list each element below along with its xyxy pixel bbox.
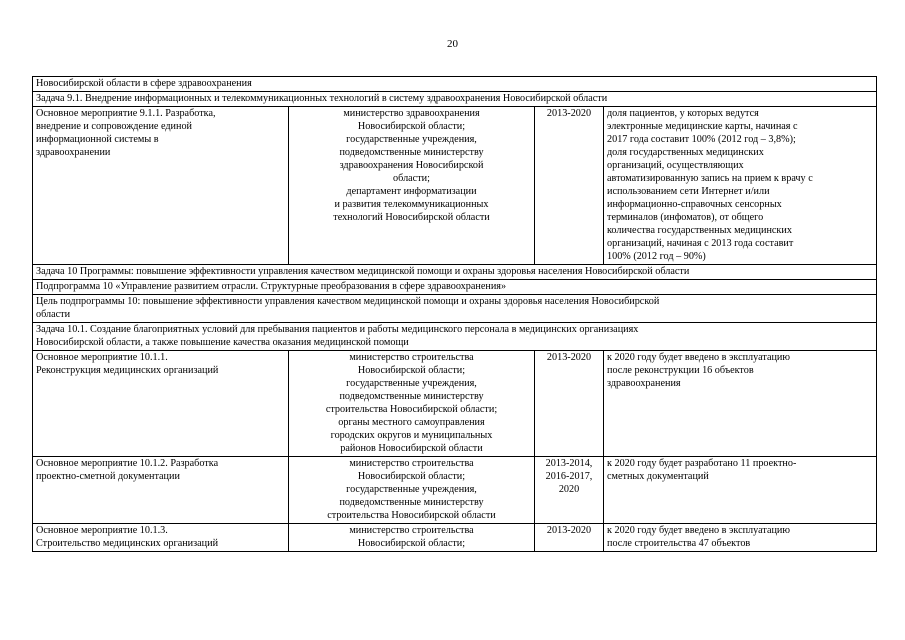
text-line: внедрение и сопровождение единой (36, 121, 192, 132)
measure-name-cell (33, 457, 289, 524)
program-measures-table (32, 76, 877, 552)
text-line: Новосибирской области; (357, 538, 466, 549)
text-line: после строительства 47 объектов (607, 538, 751, 549)
text-line: Новосибирской области, а также повышение качества оказания медицинской помощи (36, 337, 409, 348)
text-line: 2016-2017, (545, 471, 593, 482)
measure-name-cell (33, 107, 289, 265)
result-cell (604, 457, 877, 524)
text-line: государственные учреждения, (346, 378, 477, 389)
measure-name-cell (33, 524, 289, 552)
measure-9-1-1-row (33, 107, 877, 265)
goal-continuation-cell: Новосибирской области в сфере здравоохранения (33, 77, 877, 92)
period-cell (535, 351, 604, 457)
text-line: электронные медицинские карты, начиная с (607, 121, 798, 132)
measure-10-1-2-row (33, 457, 877, 524)
text-line: Строительство медицинских организаций (36, 538, 219, 549)
text-line: 100% (2012 год – 90%) (607, 251, 706, 262)
result-cell (604, 351, 877, 457)
text-line: органы местного самоуправления (338, 417, 485, 428)
text-line: подведомственные министерству (339, 497, 484, 508)
text-line: 2020 (558, 484, 580, 495)
text-line: 2013-2020 (546, 108, 592, 119)
result-cell (604, 524, 877, 552)
executor-cell (289, 457, 535, 524)
result-cell (604, 107, 877, 265)
text-line: городских округов и муниципальных (330, 430, 493, 441)
period-cell (535, 524, 604, 552)
text-line: организаций, осуществляющих (607, 160, 744, 171)
measure-name-cell (33, 351, 289, 457)
subprogram-10-row (33, 280, 877, 295)
text-line: государственные учреждения, (346, 484, 477, 495)
executor-cell (289, 351, 535, 457)
text-line: здравоохранении (36, 147, 111, 158)
task-9-1-row (33, 92, 877, 107)
text-line: Основное мероприятие 10.1.3. (36, 525, 168, 536)
text-line: 2013-2014, (545, 458, 593, 469)
text-line: доля пациентов, у которых ведутся (607, 108, 759, 119)
text-line: здравоохранения (607, 378, 681, 389)
text-line: подведомственные министерству (339, 147, 484, 158)
text-line: Основное мероприятие 10.1.2. Разработка (36, 458, 219, 469)
text-line: терминалов (инфоматов), от общего (607, 212, 764, 223)
text-line: Основное мероприятие 10.1.1. (36, 352, 168, 363)
text-line: использованием сети Интернет и/или (607, 186, 770, 197)
text-line: департамент информатизации (346, 186, 477, 197)
text-line: к 2020 году будет введено в эксплуатацию (607, 352, 790, 363)
task-9-1-cell: Задача 9.1. Внедрение информационных и телекоммуникационных технологий в систему здравоохранения Новосибирской области (33, 92, 877, 107)
text-line: Реконструкция медицинских организаций (36, 365, 219, 376)
text-line: Задача 10.1. Создание благоприятных условий для пребывания пациентов и работы медицинского персонала в медицинских организациях (36, 324, 639, 335)
text-line: министерство здравоохранения (343, 108, 480, 119)
text-line: министерство строительства (349, 525, 474, 536)
text-line: Основное мероприятие 9.1.1. Разработка, (36, 108, 216, 119)
period-cell (535, 107, 604, 265)
text-line: Новосибирской области; (357, 471, 466, 482)
text-line: строительства Новосибирской области (327, 510, 496, 521)
text-line: к 2020 году будет разработано 11 проектно- (607, 458, 797, 469)
goal-10-cell (33, 295, 877, 323)
subprogram-10-cell: Подпрограмма 10 «Управление развитием отрасли. Структурные преобразования в сфере здравоохранения» (33, 280, 877, 295)
text-line: Новосибирской области; (357, 365, 466, 376)
measure-10-1-3-row (33, 524, 877, 552)
text-line: проектно-сметной документации (36, 471, 180, 482)
page-number: 20 (447, 38, 458, 50)
text-line: Цель подпрограммы 10: повышение эффективности управления качеством медицинской помощи и охраны здоровья населения Новосибирской (36, 296, 660, 307)
executor-cell (289, 524, 535, 552)
text-line: информационно-справочных сенсорных (607, 199, 782, 210)
period-cell (535, 457, 604, 524)
task-10-1-row (33, 323, 877, 351)
executor-cell (289, 107, 535, 265)
text-line: области (36, 309, 71, 320)
text-line: 2017 года составит 100% (2012 год – 3,8%); (607, 134, 796, 145)
text-line: и развития телекоммуникационных (334, 199, 489, 210)
goal-10-row (33, 295, 877, 323)
goal-continuation-row (33, 77, 877, 92)
task-10-1-cell (33, 323, 877, 351)
text-line: автоматизированную запись на прием к врачу с (607, 173, 813, 184)
text-line: здравоохранения Новосибирской (339, 160, 484, 171)
text-line: области; (393, 173, 430, 184)
text-line: технологий Новосибирской области (333, 212, 490, 223)
text-line: к 2020 году будет введено в эксплуатацию (607, 525, 790, 536)
text-line: сметных документаций (607, 471, 709, 482)
text-line: районов Новосибирской области (340, 443, 483, 454)
text-line: министерство строительства (349, 458, 474, 469)
text-line: организаций, начиная с 2013 года составит (607, 238, 794, 249)
text-line: после реконструкции 16 объектов (607, 365, 754, 376)
text-line: подведомственные министерству (339, 391, 484, 402)
task-10-cell: Задача 10 Программы: повышение эффективности управления качеством медицинской помощи и охраны здоровья населения Новосибирской области (33, 265, 877, 280)
measure-10-1-1-row (33, 351, 877, 457)
text-line: 2013-2020 (546, 352, 592, 363)
text-line: министерство строительства (349, 352, 474, 363)
task-10-row (33, 265, 877, 280)
text-line: Новосибирской области; (357, 121, 466, 132)
text-line: строительства Новосибирской области; (325, 404, 498, 415)
text-line: информационной системы в (36, 134, 159, 145)
text-line: количества государственных медицинских (607, 225, 792, 236)
text-line: государственные учреждения, (346, 134, 477, 145)
text-line: доля государственных медицинских (607, 147, 764, 158)
text-line: 2013-2020 (546, 525, 592, 536)
